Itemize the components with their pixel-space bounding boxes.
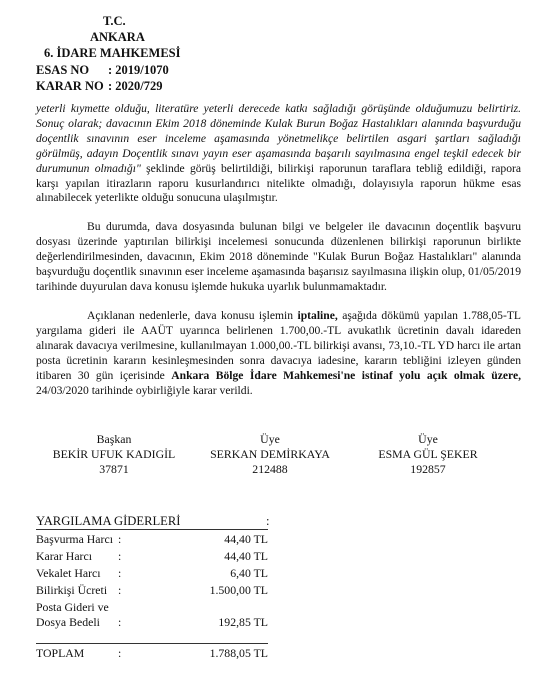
signature-role: Üye: [260, 432, 280, 446]
expense-label: Başvurma Harcı: [36, 532, 113, 546]
signature-name: BEKİR UFUK KADIGİL: [52, 447, 176, 461]
expense-label: Vekalet Harcı: [36, 566, 101, 580]
expense-colon: :: [118, 566, 122, 580]
expense-label: Dosya Bedeli: [36, 615, 100, 629]
paragraph-3-part-e: 24/03/2020 tarihinde oybirliğiyle karar verildi.: [36, 383, 253, 397]
expense-row: [36, 582, 268, 599]
expense-amount: 1.500,00 TL: [209, 583, 268, 597]
signature-uye-1: [190, 432, 350, 477]
karar-value: : 2020/729: [108, 79, 163, 93]
signature-role: Başkan: [96, 432, 132, 446]
expense-label: Bilirkişi Ücreti: [36, 583, 108, 597]
expense-colon: :: [118, 615, 122, 629]
expense-row: [36, 548, 268, 565]
paragraph-1-rest: şeklinde görüş belirtildiği, bilirkişi raporunun taraflara tebliğ edildiği, rapora karşı yapılan itirazların raporu kusurlandırıcı nitelikte olmadığı, dolayısıyla raporun hükme esas alınabilecek yeterlikte olduğu sonucuna ulaşılmıştır.: [36, 161, 521, 205]
expenses-total-rule: [36, 643, 268, 644]
expense-colon: :: [118, 583, 122, 597]
paragraph-3-part-a: Açıklanan nedenlerle, dava konusu işlemin: [87, 309, 298, 322]
total-label: TOPLAM: [36, 646, 85, 660]
expense-total-row: [36, 645, 268, 662]
signature-uye-2: [348, 432, 508, 477]
expense-row: [36, 565, 268, 582]
expense-colon: :: [118, 549, 122, 563]
karar-label: KARAR NO: [36, 79, 104, 93]
expense-row-posta: [36, 614, 268, 631]
expenses-top-rule: [36, 529, 268, 530]
expense-amount: 192,85 TL: [218, 615, 268, 629]
header-city: ANKARA: [90, 30, 145, 44]
paragraph-3: [36, 309, 521, 398]
signature-number: 192857: [410, 462, 446, 476]
signature-name: ESMA GÜL ŞEKER: [378, 447, 478, 461]
total-colon: :: [118, 646, 122, 660]
expert-opinion-quote: yeterli kıymette olduğu, literatüre yeterli derecede katkı sağladığı görüşünde olduğumuzu belirtiriz. Sonuç olarak; davacının Ekim 2018 döneminde Kulak Burun Boğaz Hastalıkları alanında başvurduğu doçentlik sınavının eser inceleme aşamasında yönetmelikçe belirtilen asgari şartları sağladığı görülmüş, adayın Doçentlik sınavı yayın eser aşamasında başarılı sayılmasına engel teşkil edecek bir durumunun olmadığı": [36, 102, 521, 175]
paragraph-3-istinaf: Ankara Bölge İdare Mahkemesi'ne istinaf yolu açık olmak üzere,: [171, 368, 522, 382]
expense-label: Karar Harcı: [36, 549, 92, 563]
header-tc: T.C.: [103, 14, 126, 28]
esas-label: ESAS NO: [36, 63, 90, 77]
paragraph-1: [36, 102, 521, 206]
total-amount: 1.788,05 TL: [209, 646, 268, 660]
paragraph-2: Bu durumda, dava dosyasında bulunan bilgi ve belgeler ile davacının doçentlik başvuru dosyası üzerinde yaptırılan bilirkişi incelemesi sonucunda düzenlenen bilirkişi raporunun birlikte değerlendirilmesinden, davacının, Ekim 2018 döneminde "Kulak Burun Boğaz Hastalıkları" alanında başvurduğu doçentlik sınavının eser inceleme aşamasında başarısız sayılmasına ilişkin olup, 01/05/2019 tarihinde duyurulan dava konusu işlemde hukuka uyarlık bulunmamaktadır.: [36, 220, 521, 293]
court-name: 6. İDARE MAHKEMESİ: [44, 46, 181, 60]
expense-amount: 44,40 TL: [224, 549, 268, 563]
expense-colon: :: [118, 532, 122, 546]
esas-value: : 2019/1070: [108, 63, 169, 77]
signature-name: SERKAN DEMİRKAYA: [210, 447, 330, 461]
expense-label: Posta Gideri ve: [36, 600, 109, 614]
expense-amount: 44,40 TL: [224, 532, 268, 546]
signature-number: 212488: [252, 462, 288, 476]
expenses-title-colon: :: [266, 514, 270, 528]
paragraph-3-iptal: iptaline,: [297, 309, 338, 322]
expense-amount: 6,40 TL: [230, 566, 268, 580]
expenses-title: YARGILAMA GİDERLERİ: [36, 514, 181, 528]
signature-number: 37871: [99, 462, 129, 476]
expense-row: [36, 531, 268, 548]
signature-baskan: [36, 432, 192, 477]
paragraph-3-part-c: aşağıda dökümü yapılan 1.788,05-TL yargılama gideri ile AAÜT uyarınca belirlenen 1.700,00.-TL avukatlık ücretinin davalı idareden alınarak davacıya verilmesine, kullanılmayan 1.000,00.-TL bilirkişi avansı, 73,10.-TL YD harcı ile artan posta ücretinin kararın kesinleşmesinden sonra davacıya iadesine, kararın tebliğini izleyen günden itibaren 30 gün içerisinde: [36, 309, 521, 382]
signature-role: Üye: [418, 432, 438, 446]
